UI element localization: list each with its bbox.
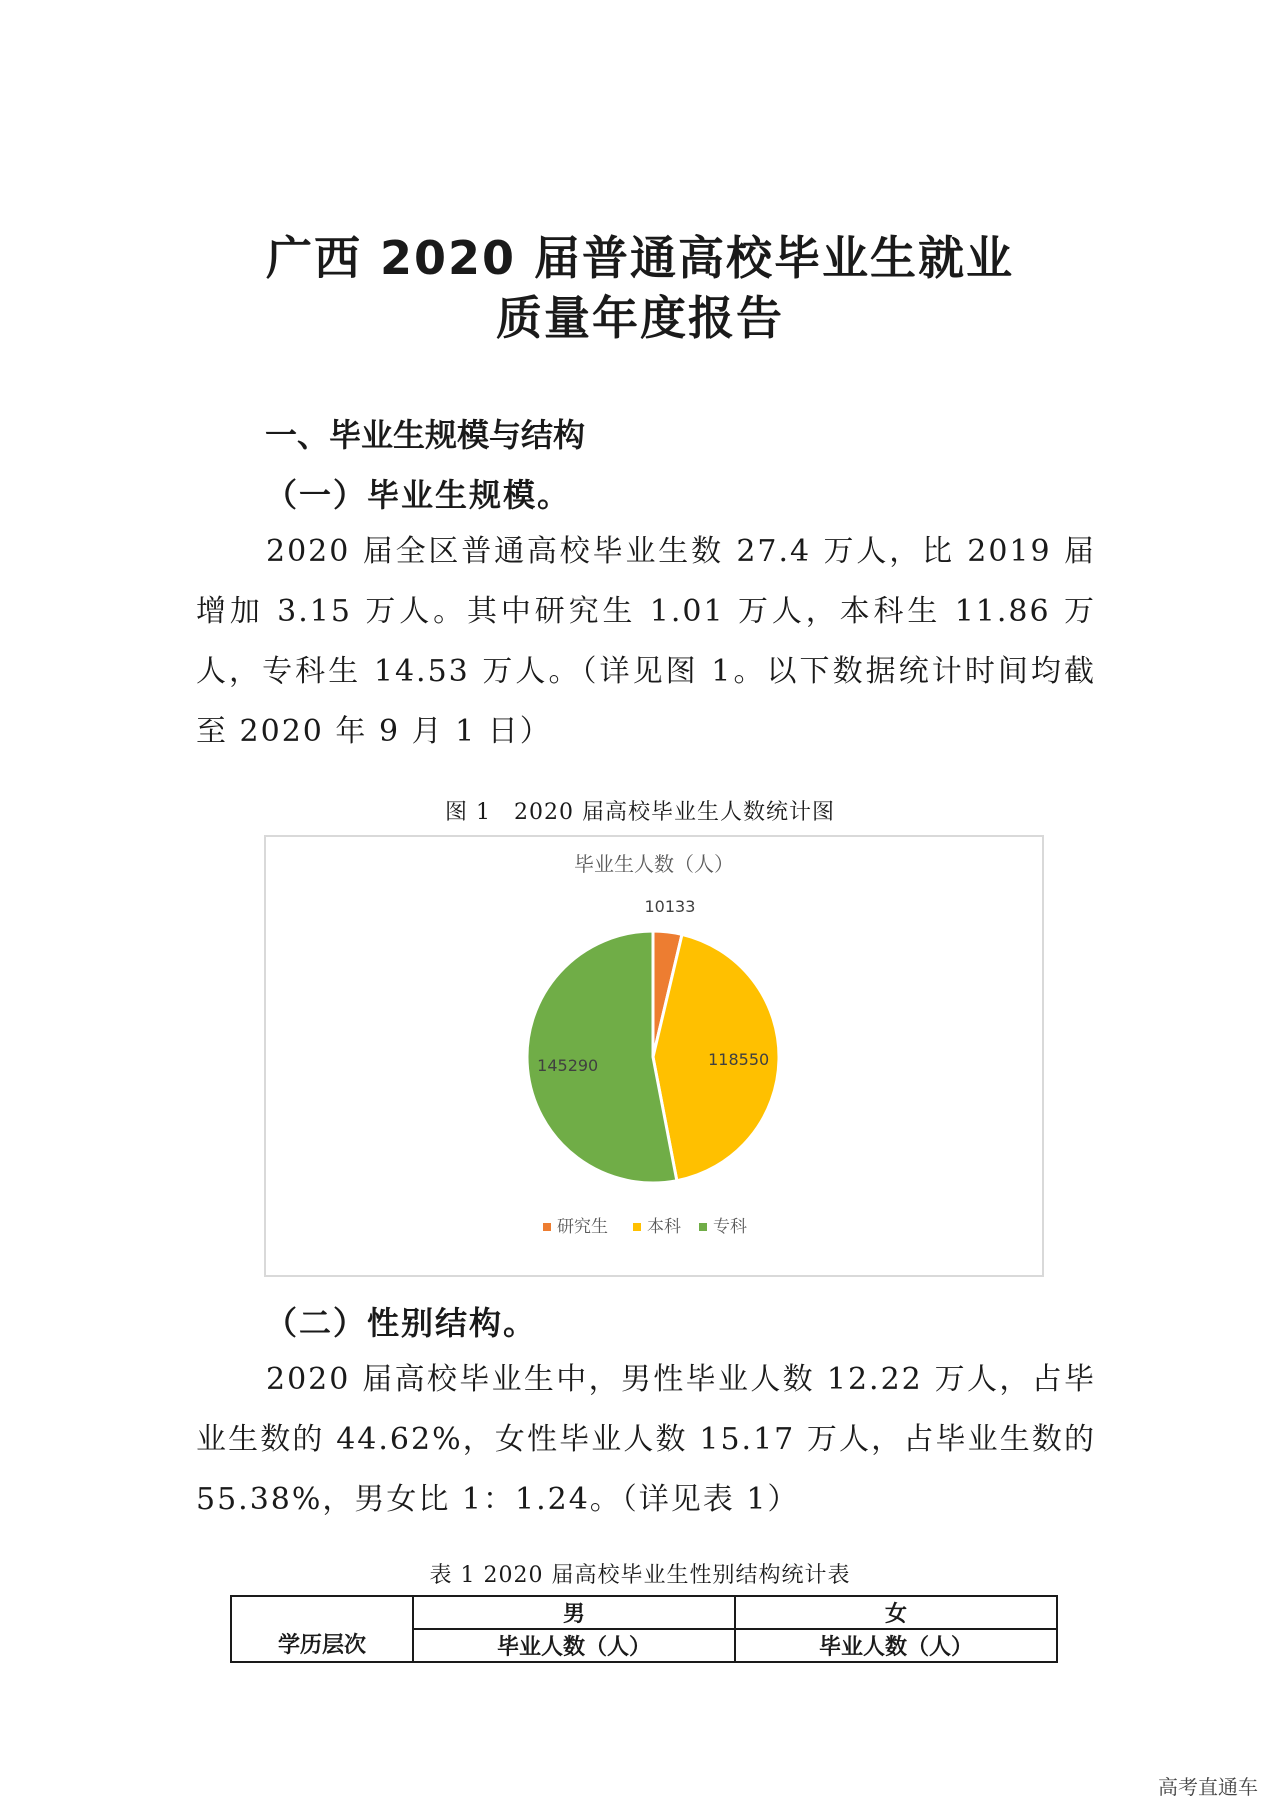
report-title-line1: 广西 2020 届普通高校毕业生就业 — [265, 231, 1015, 285]
pie-chart — [264, 835, 1044, 1277]
pie-chart-svg — [266, 837, 1042, 1275]
pie-label-graduate: 10133 — [644, 896, 696, 916]
figure-caption: 图 1 2020 届高校毕业生人数统计图 — [445, 800, 835, 825]
subsection-heading-scale: （一）毕业生规模。 — [265, 476, 572, 514]
chart-title: 毕业生人数（人） — [574, 852, 734, 876]
legend-label-undergraduate: 本科 — [647, 1217, 681, 1237]
legend-swatch-graduate — [543, 1223, 551, 1231]
table-header-male: 男 — [413, 1596, 735, 1629]
pie-label-undergraduate: 118550 — [708, 1049, 770, 1069]
paragraph-scale: 2020 届全区普通高校毕业生数 27.4 万人，比 2019 届增加 3.15 万人。其中研究生 1.01 万人，本科生 11.86 万人，专科生 14.53 万人。（详见图 1。以下数据统计时间均截至 2020 年 9 月 1 日） — [196, 534, 1096, 749]
legend-label-junior-college: 专科 — [713, 1217, 747, 1237]
watermark: 高考直通车 — [1158, 1775, 1258, 1799]
table-caption: 表 1 2020 届高校毕业生性别结构统计表 — [429, 1563, 851, 1588]
legend-swatch-undergraduate — [633, 1223, 641, 1231]
legend-label-graduate: 研究生 — [557, 1217, 608, 1237]
table-subheader-male-count: 毕业人数（人） — [413, 1629, 735, 1662]
pie-label-junior-college: 145290 — [537, 1056, 599, 1076]
legend-swatch-junior-college — [699, 1223, 707, 1231]
section-heading: 一、毕业生规模与结构 — [265, 416, 586, 454]
table-header-row — [231, 1596, 1057, 1629]
paragraph-gender: 2020 届高校毕业生中，男性毕业人数 12.22 万人，占毕业生数的 44.62%，女性毕业人数 15.17 万人，占毕业生数的 55.38%，男女比 1：1.24。（详见表 1） — [196, 1362, 1096, 1517]
subsection-heading-gender: （二）性别结构。 — [265, 1304, 538, 1342]
report-title-line2: 质量年度报告 — [496, 291, 784, 345]
table-subheader-female-count: 毕业人数（人） — [735, 1629, 1057, 1662]
table-header-level: 学历层次 — [231, 1596, 413, 1662]
table-header-female: 女 — [735, 1596, 1057, 1629]
gender-structure-table — [230, 1595, 1058, 1663]
